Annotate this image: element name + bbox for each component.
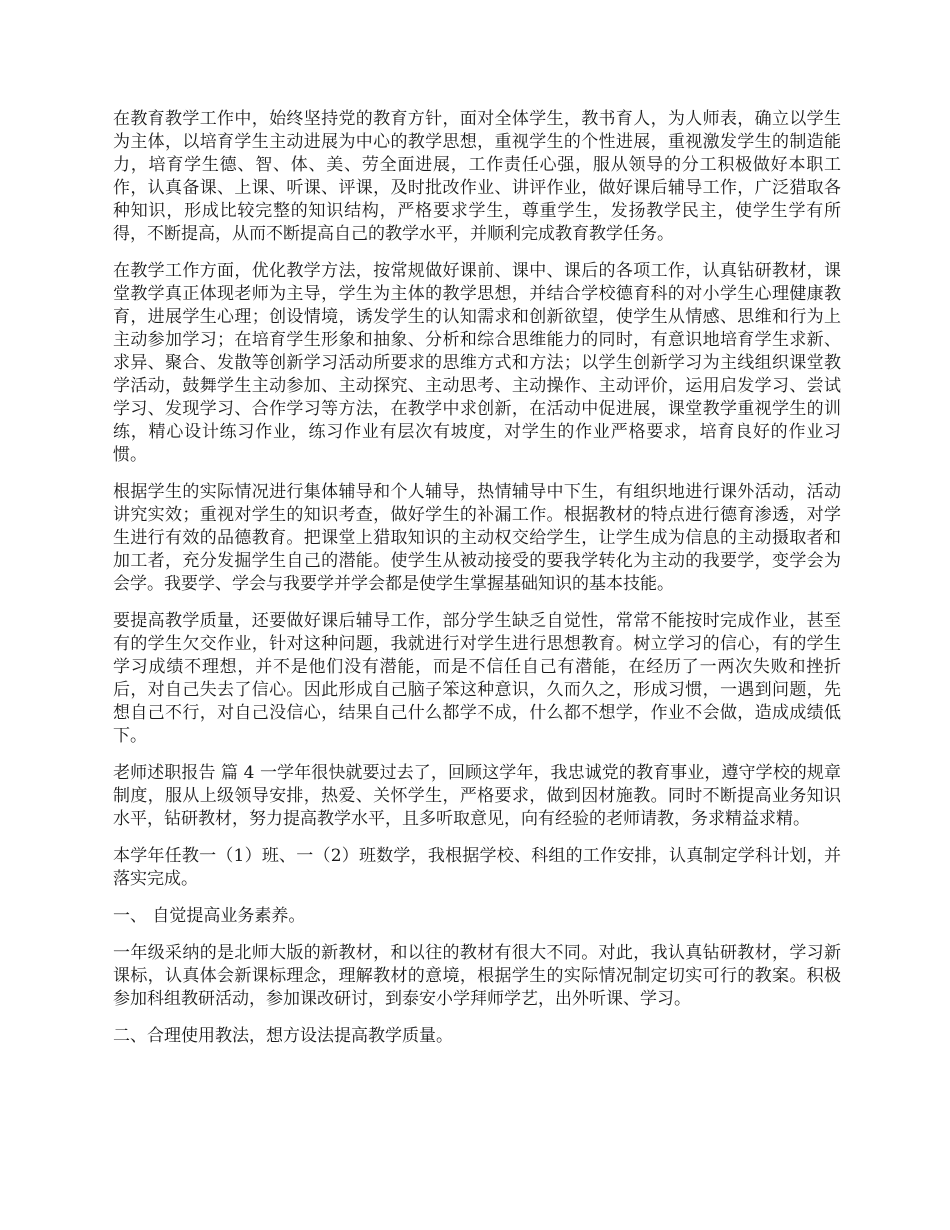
paragraph-class-assignment: 本学年任教一（1）班、一（2）班数学，我根据学校、科组的工作安排，认真制定学科计划，并落实完成。 bbox=[113, 846, 841, 889]
paragraph-after-class-guidance: 要提高教学质量，还要做好课后辅导工作，部分学生缺乏自觉性，常常不能按时完成作业，甚至有的学生欠交作业，针对这种问题，我就进行对学生进行思想教育。树立学习的信心，有的学生学习成绩不理想，并不是他们没有潜能，而是不信任自己有潜能，在经历了一两次失败和挫折后，对自己失去了信心。因此形成自己脑子笨这种意识，久而久之，形成习惯，一遇到问题，先想自己不行，对自己没信心，结果自己什么都学不成，什么都不想学，作业不会做，造成成绩低下。 bbox=[113, 611, 841, 746]
document-page bbox=[113, 108, 841, 1062]
paragraph-teaching-philosophy: 在教育教学工作中，始终坚持党的教育方针，面对全体学生，教书育人，为人师表，确立以学生为主体，以培育学生主动进展为中心的教学思想，重视学生的个性进展，重视激发学生的制造能力，培育学生德、智、体、美、劳全面进展，工作责任心强，服从领导的分工积极做好本职工作，认真备课、上课、听课、评课，及时批改作业、讲评作业，做好课后辅导工作，广泛猎取各种知识，形成比较完整的知识结构，严格要求学生，尊重学生，发扬教学民主，使学生学有所得，不断提高，从而不断提高自己的教学水平，并顺利完成教育教学任务。 bbox=[113, 109, 841, 244]
paragraph-student-tutoring: 根据学生的实际情况进行集体辅导和个人辅导，热情辅导中下生，有组织地进行课外活动，活动讲究实效；重视对学生的知识考查，做好学生的补漏工作。根据教材的特点进行德育渗透，对学生进行有效的品德教育。把课堂上猎取知识的主动权交给学生，让学生成为信息的主动摄取者和加工者，充分发掘学生自己的潜能。使学生从被动接受的要我学转化为主动的我要学，变学会为会学。我要学、学会与我要学并学会都是使学生掌握基础知识的基本技能。 bbox=[113, 482, 841, 594]
paragraph-new-textbook: 一年级采纳的是北师大版的新教材，和以往的教材有很大不同。对此，我认真钻研教材，学习新课标，认真体会新课标理念，理解教材的意境，根据学生的实际情况制定切实可行的教案。积极参加科组教研活动，参加课改研讨，到泰安小学拜师学艺，出外听课、学习。 bbox=[113, 943, 841, 1009]
section-heading-2: 二、合理使用教法，想方设法提高教学质量。 bbox=[113, 1026, 453, 1046]
section-heading-1: 一、 自觉提高业务素养。 bbox=[113, 906, 306, 926]
paragraph-report-section-4: 老师述职报告 篇 4 一学年很快就要过去了，回顾这学年，我忠诚党的教育事业，遵守学校的规章制度，服从上级领导安排，热爱、关怀学生，严格要求，做到因材施教。同时不断提高业务知识水平，钻研教材，努力提高教学水平，且多听取意见，向有经验的老师请教，务求精益求精。 bbox=[113, 763, 841, 829]
paragraph-teaching-methods: 在教学工作方面，优化教学方法，按常规做好课前、课中、课后的各项工作，认真钻研教材，课堂教学真正体现老师为主导，学生为主体的教学思想，并结合学校德育科的对小学生心理健康教育，进展学生心理；创设情境，诱发学生的认知需求和创新欲望，使学生从情感、思维和行为上主动参加学习；在培育学生形象和抽象、分析和综合思维能力的同时，有意识地培育学生求新、求异、聚合、发散等创新学习活动所要求的思维方式和方法；以学生创新学习为主线组织课堂教学活动，鼓舞学生主动参加、主动探究、主动思考、主动操作、主动评价，运用启发学习、尝试学习、发现学习、合作学习等方法，在教学中求创新，在活动中促进展，课堂教学重视学生的训练，精心设计练习作业，练习作业有层次有坡度，对学生的作业严格要求，培育良好的作业习惯。 bbox=[113, 261, 841, 465]
